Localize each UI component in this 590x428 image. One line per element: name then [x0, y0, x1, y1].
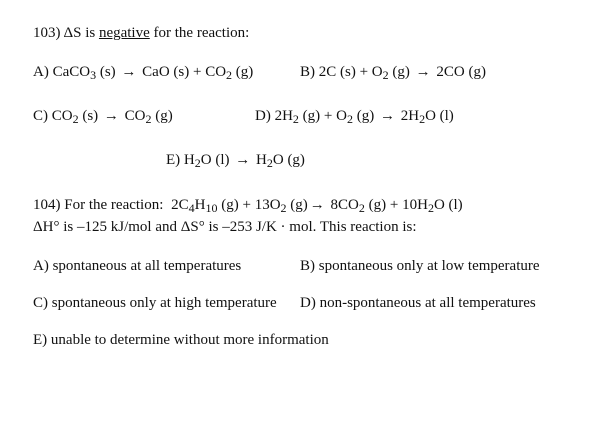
subscript: 2: [72, 112, 79, 126]
q104-option-c: C) spontaneous only at high temperature: [33, 295, 277, 311]
formula-part: H: [256, 152, 267, 168]
q103-option-e: [166, 151, 305, 169]
option-letter: E): [166, 152, 181, 168]
q103-is: is: [85, 25, 96, 41]
q104-option-b: B) spontaneous only at low temperature: [300, 258, 540, 274]
formula-part: CO: [51, 108, 73, 124]
formula-part: 2C: [171, 197, 189, 213]
formula-part: O (l): [200, 152, 230, 168]
reaction-arrow: →: [103, 108, 119, 124]
formula-part: (g): [392, 64, 410, 80]
q103-option-c: [33, 107, 173, 125]
option-letter: C): [33, 108, 48, 124]
formula-part: O (l): [433, 197, 463, 213]
q103-heading: [33, 24, 249, 42]
option-letter: D): [255, 108, 271, 124]
subscript: 2: [266, 156, 273, 170]
subscript: 2: [346, 112, 353, 126]
q103-number: 103): [33, 25, 61, 41]
subscript: 2: [280, 201, 287, 215]
q104-number: 104): [33, 197, 61, 213]
q103-keyword: negative: [98, 25, 150, 41]
formula-part: (g) + O: [302, 108, 347, 124]
q103-option-a: [33, 63, 253, 81]
q104-option-a: A) spontaneous at all temperatures: [33, 258, 242, 274]
q104-intro: For the reaction:: [64, 197, 164, 213]
formula-part: (g): [155, 108, 173, 124]
formula-part: (s): [99, 64, 116, 80]
formula-part: 8CO: [330, 197, 359, 213]
q104-option-e: E) unable to determine without more information: [33, 332, 329, 348]
subscript: 2: [292, 112, 299, 126]
formula-part: (g): [235, 64, 254, 80]
formula-part: 2CO (g): [436, 64, 486, 80]
formula-part: (g) + 13O: [221, 197, 281, 213]
formula-part: O (l): [425, 108, 454, 124]
reaction-arrow: →: [235, 152, 251, 168]
formula-part: H: [194, 197, 206, 213]
formula-part: 2H: [400, 108, 420, 124]
formula-part: 2C (s) + O: [318, 64, 383, 80]
reaction-arrow: →: [415, 64, 431, 80]
formula-part: (s): [82, 108, 99, 124]
reaction-arrow: →: [309, 197, 325, 213]
q103-option-b: [300, 63, 486, 81]
formula-part: H: [183, 152, 195, 168]
formula-part: CO: [124, 108, 146, 124]
subscript: 3: [90, 68, 97, 82]
formula-part: O (g): [272, 152, 305, 168]
q104-conditions: ΔH° is –125 kJ/mol and ΔS° is –253 J/K · mol. This reaction is:: [33, 219, 417, 235]
subscript: 2: [382, 68, 389, 82]
option-letter: A): [33, 64, 49, 80]
q103-rest: for the reaction:: [153, 25, 250, 41]
q104-option-d: D) non-spontaneous at all temperatures: [300, 295, 536, 311]
subscript: 2: [419, 112, 426, 126]
formula-part: CaO (s) + CO: [142, 64, 227, 80]
subscript: 2: [358, 201, 365, 215]
formula-part: (g) + 10H: [368, 197, 428, 213]
formula-part: (g): [290, 197, 308, 213]
q104-heading: [33, 196, 463, 214]
q103-option-d: [255, 107, 454, 125]
subscript: 10: [205, 201, 218, 215]
subscript: 2: [226, 68, 233, 82]
subscript: 2: [145, 112, 152, 126]
formula-part: CaCO: [52, 64, 91, 80]
q103-delta-s: ΔS: [63, 25, 82, 41]
reaction-arrow: →: [121, 64, 137, 80]
subscript: 2: [194, 156, 201, 170]
formula-part: 2H: [274, 108, 293, 124]
reaction-arrow: →: [379, 108, 395, 124]
formula-part: (g): [356, 108, 375, 124]
option-letter: B): [300, 64, 315, 80]
subscript: 2: [427, 201, 434, 215]
subscript: 4: [188, 201, 195, 215]
